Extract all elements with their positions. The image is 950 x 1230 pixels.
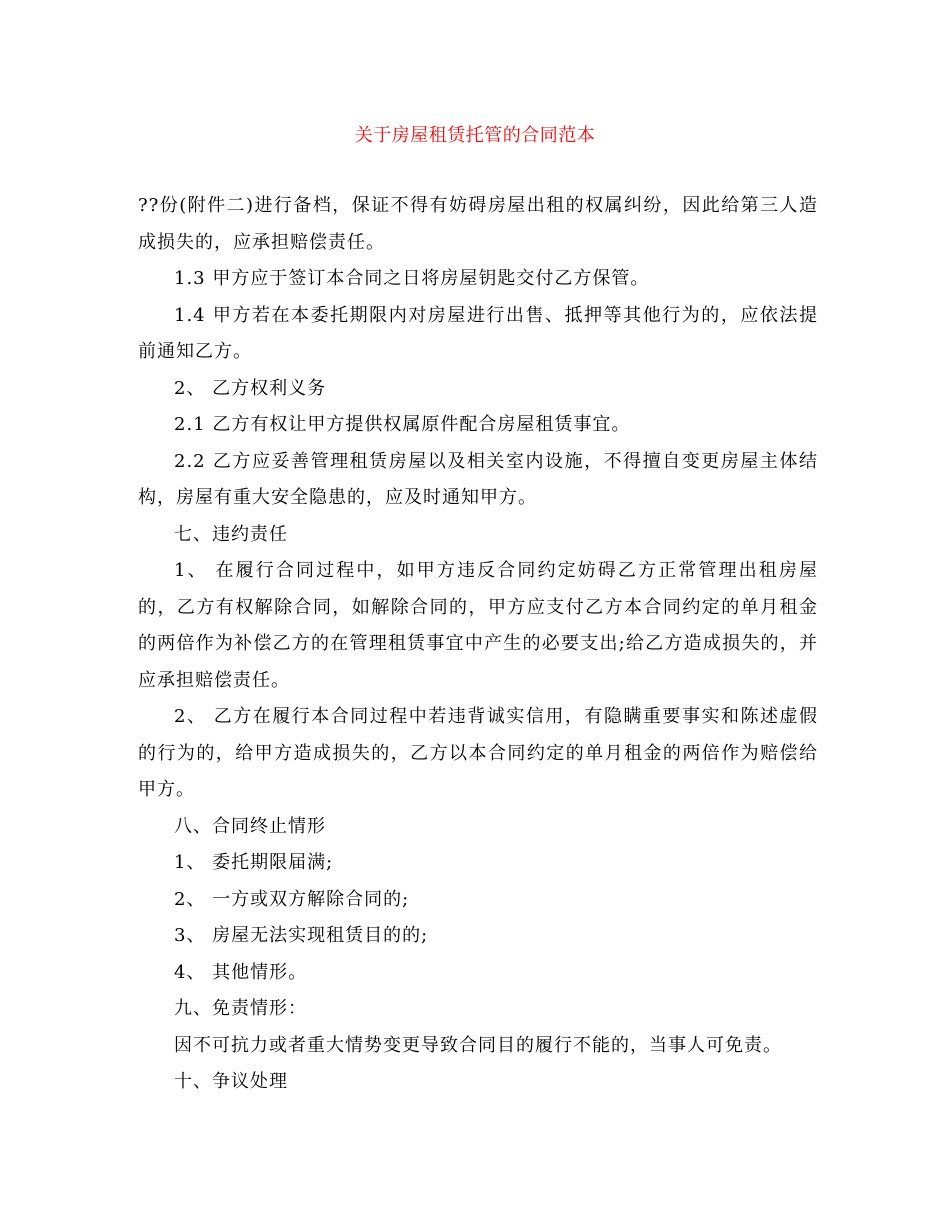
document-paragraph: 3、 房屋无法实现租赁目的的;	[174, 925, 429, 946]
document-paragraph: 因不可抗力或者重大情势变更导致合同目的履行不能的，当事人可免责。	[174, 1034, 782, 1056]
document-paragraph: 八、合同终止情形	[174, 815, 326, 837]
document-paragraph: 2、 乙方权利义务	[174, 377, 327, 399]
document-paragraph: 九、免责情形：	[174, 998, 307, 1019]
document-paragraph: 2、 乙方在履行本合同过程中若违背诚实信用，有隐瞒重要事实和陈述虚假的行为的，给甲方造成损失的，乙方以本合同约定的单月租金的两倍作为赔偿给甲方。	[138, 706, 818, 800]
document-paragraph: 4、 其他情形。	[174, 961, 308, 983]
document-paragraph: 1、 委托期限届满;	[174, 852, 334, 873]
document-paragraph: 七、违约责任	[174, 523, 288, 545]
document-paragraph: 1.4 甲方若在本委托期限内对房屋进行出售、抵押等其他行为的，应依法提前通知乙方。	[138, 304, 818, 362]
document-paragraph: ??份(附件二)进行备档，保证不得有妨碍房屋出租的权属纠纷，因此给第三人造成损失的，应承担赔偿责任。	[138, 195, 818, 253]
document-body	[138, 188, 818, 1101]
document-paragraph: 2.1 乙方有权让甲方提供权属原件配合房屋租赁事宜。	[174, 414, 631, 435]
document-paragraph: 1、 在履行合同过程中，如甲方违反合同约定妨碍乙方正常管理出租房屋的，乙方有权解除合同，如解除合同的，甲方应支付乙方本合同约定的单月租金的两倍作为补偿乙方的在管理租赁事宜中产生的必要支出;给乙方造成损失的，并应承担赔偿责任。	[138, 560, 818, 691]
document-title: 关于房屋租赁托管的合同范本	[354, 125, 596, 146]
document-paragraph: 1.3 甲方应于签订本合同之日将房屋钥匙交付乙方保管。	[174, 268, 650, 289]
document-paragraph: 2.2 乙方应妥善管理租赁房屋以及相关室内设施，不得擅自变更房屋主体结构，房屋有重大安全隐患的，应及时通知甲方。	[138, 450, 818, 508]
document-paragraph: 2、 一方或双方解除合同的;	[174, 888, 410, 910]
document-paragraph: 十、争议处理	[174, 1071, 288, 1092]
